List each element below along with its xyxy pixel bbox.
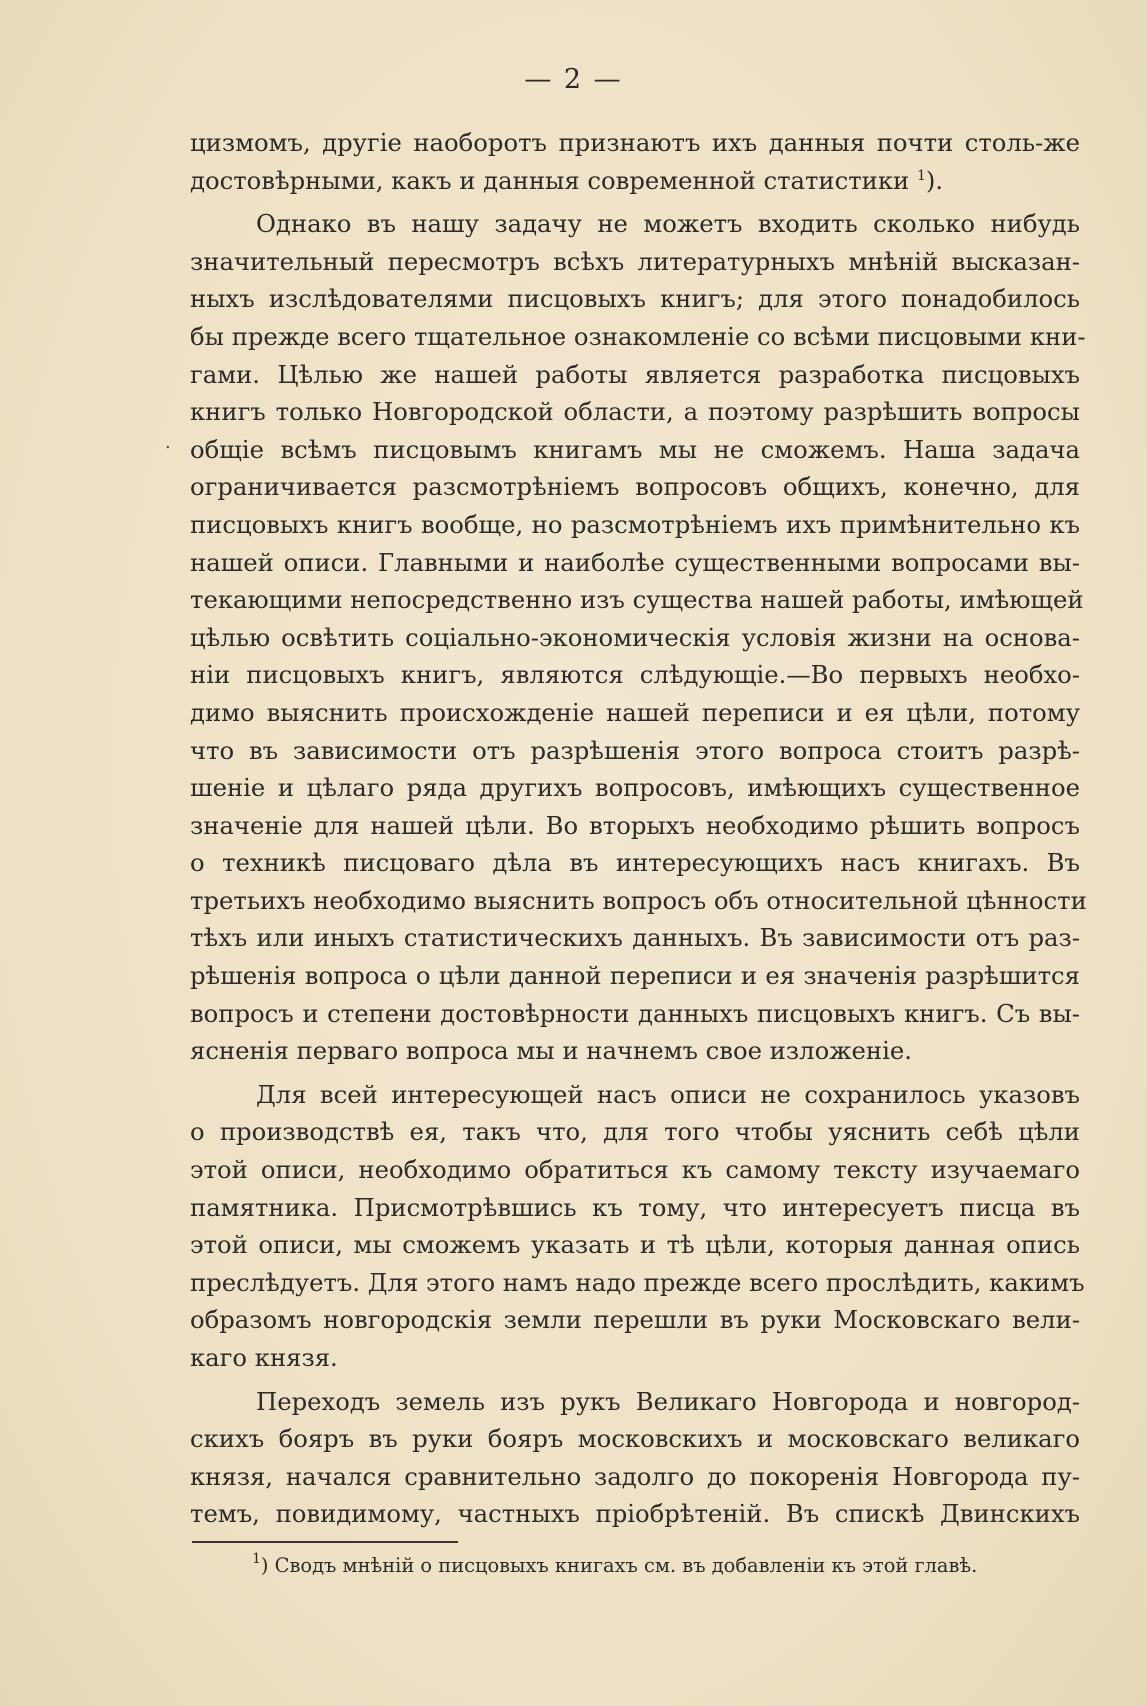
main-text — [190, 124, 1087, 1533]
footnote-reference: 1 — [916, 167, 926, 184]
footnote — [252, 1551, 1082, 1577]
text-line: значеніе для нашей цѣли. Во вторыхъ необходимо рѣшить вопросъ — [190, 810, 1080, 840]
text-line: цѣлью освѣтить соціально-экономическія условія жизни на основа- — [190, 622, 1080, 652]
text-line: достовѣрными, какъ и данныя современной статистики — [190, 165, 910, 195]
text-line: темъ, повидимому, частныхъ пріобрѣтеній. Въ спискѣ Двинскихъ — [190, 1499, 1080, 1529]
text-line: димо выяснить происхожденіе нашей переписи и ея цѣли, потому — [190, 697, 1080, 727]
text-line: шеніе и цѣлаго ряда другихъ вопросовъ, имѣющихъ существенное — [190, 773, 1080, 803]
text-line: этой описи, необходимо обратиться къ самому тексту изучаемаго — [190, 1155, 1080, 1185]
text-line-with-footnote-ref — [190, 162, 1080, 200]
text-line: тѣхъ или иныхъ статистическихъ данныхъ. Въ зависимости отъ раз- — [190, 923, 1080, 953]
text-line: гами. Цѣлью же нашей работы является разработка писцовыхъ — [190, 359, 1080, 389]
text-line: князя, начался сравнительно задолго до покоренія Новгорода пу- — [190, 1461, 1080, 1491]
text-line: общіе всѣмъ писцовымъ книгамъ мы не сможемъ. Наша задача — [190, 434, 1080, 464]
paragraph-start-line: Для всей интересующей насъ описи не сохранилось указовъ — [256, 1079, 1080, 1109]
footnote-reference-close: ). — [925, 165, 944, 195]
text-line: преслѣдуетъ. Для этого намъ надо прежде всего прослѣдить, какимъ — [190, 1267, 1085, 1297]
text-line: образомъ новгородскія земли перешли въ руки Московскаго вели- — [190, 1305, 1080, 1335]
text-line: что въ зависимости отъ разрѣшенія этого вопроса стоитъ разрѣ- — [190, 735, 1080, 765]
text-line: этой описи, мы сможемъ указать и тѣ цѣли, которыя данная опись — [190, 1230, 1080, 1260]
paragraph-end-line: каго князя. — [190, 1343, 338, 1372]
text-line: памятника. Присмотрѣвшись къ тому, что интересуетъ писца въ — [190, 1192, 1080, 1222]
text-line: текающими непосредственно изъ существа нашей работы, имѣющей — [190, 585, 1084, 615]
text-line: о техникѣ писцоваго дѣла въ интересующихъ насъ книгахъ. Въ — [190, 848, 1080, 878]
text-line: скихъ бояръ въ руки бояръ московскихъ и московскаго великаго — [190, 1424, 1080, 1454]
footnote-marker: 1 — [252, 1551, 261, 1567]
text-line: нашей описи. Главными и наиболѣе существенными вопросами вы- — [190, 547, 1080, 577]
footnote-divider — [192, 1541, 458, 1543]
text-line: ограничивается разсмотрѣніемъ вопросовъ общихъ, конечно, для — [190, 472, 1080, 502]
text-line: вопросъ и степени достовѣрности данныхъ писцовыхъ книгъ. Съ вы- — [190, 998, 1080, 1028]
paragraph-start-line: Переходъ земель изъ рукъ Великаго Новгорода и новгород- — [256, 1386, 1080, 1416]
text-line: книгъ только Новгородской области, а поэтому разрѣшить вопросы — [190, 397, 1080, 427]
paragraph-start-line: Однако въ нашу задачу не можетъ входить сколько нибудь — [256, 209, 1080, 239]
margin-mark: . — [165, 432, 171, 453]
text-line: бы прежде всего тщательное ознакомленіе со всѣми писцовыми кни- — [190, 321, 1086, 351]
text-line: ныхъ изслѣдователями писцовыхъ книгъ; для этого понадобилось — [190, 284, 1080, 314]
text-line: ніи писцовыхъ книгъ, являются слѣдующіе.—Во первыхъ необхо- — [190, 660, 1080, 690]
page-number: — 2 — — [524, 64, 623, 95]
text-line: третьихъ необходимо выяснить вопросъ объ относительной цѣнности — [190, 885, 1087, 915]
text-line: цизмомъ, другіе наоборотъ признаютъ ихъ данныя почти столь-же — [190, 128, 1080, 157]
paragraph-end-line: ясненія перваго вопроса мы и начнемъ свое изложеніе. — [190, 1036, 912, 1066]
text-line: писцовыхъ книгъ вообще, но разсмотрѣніемъ ихъ примѣнительно къ — [190, 509, 1080, 539]
footnote-text: ) Сводъ мнѣній о писцовыхъ книгахъ см. въ добавленіи къ этой главѣ. — [260, 1554, 978, 1577]
text-line: рѣшенія вопроса о цѣли данной переписи и ея значенія разрѣшится — [190, 961, 1080, 991]
text-line: значительный пересмотръ всѣхъ литературныхъ мнѣній высказан- — [190, 246, 1080, 276]
text-line: о производствѣ ея, такъ что, для того чтобы уяснить себѣ цѣли — [190, 1117, 1080, 1147]
